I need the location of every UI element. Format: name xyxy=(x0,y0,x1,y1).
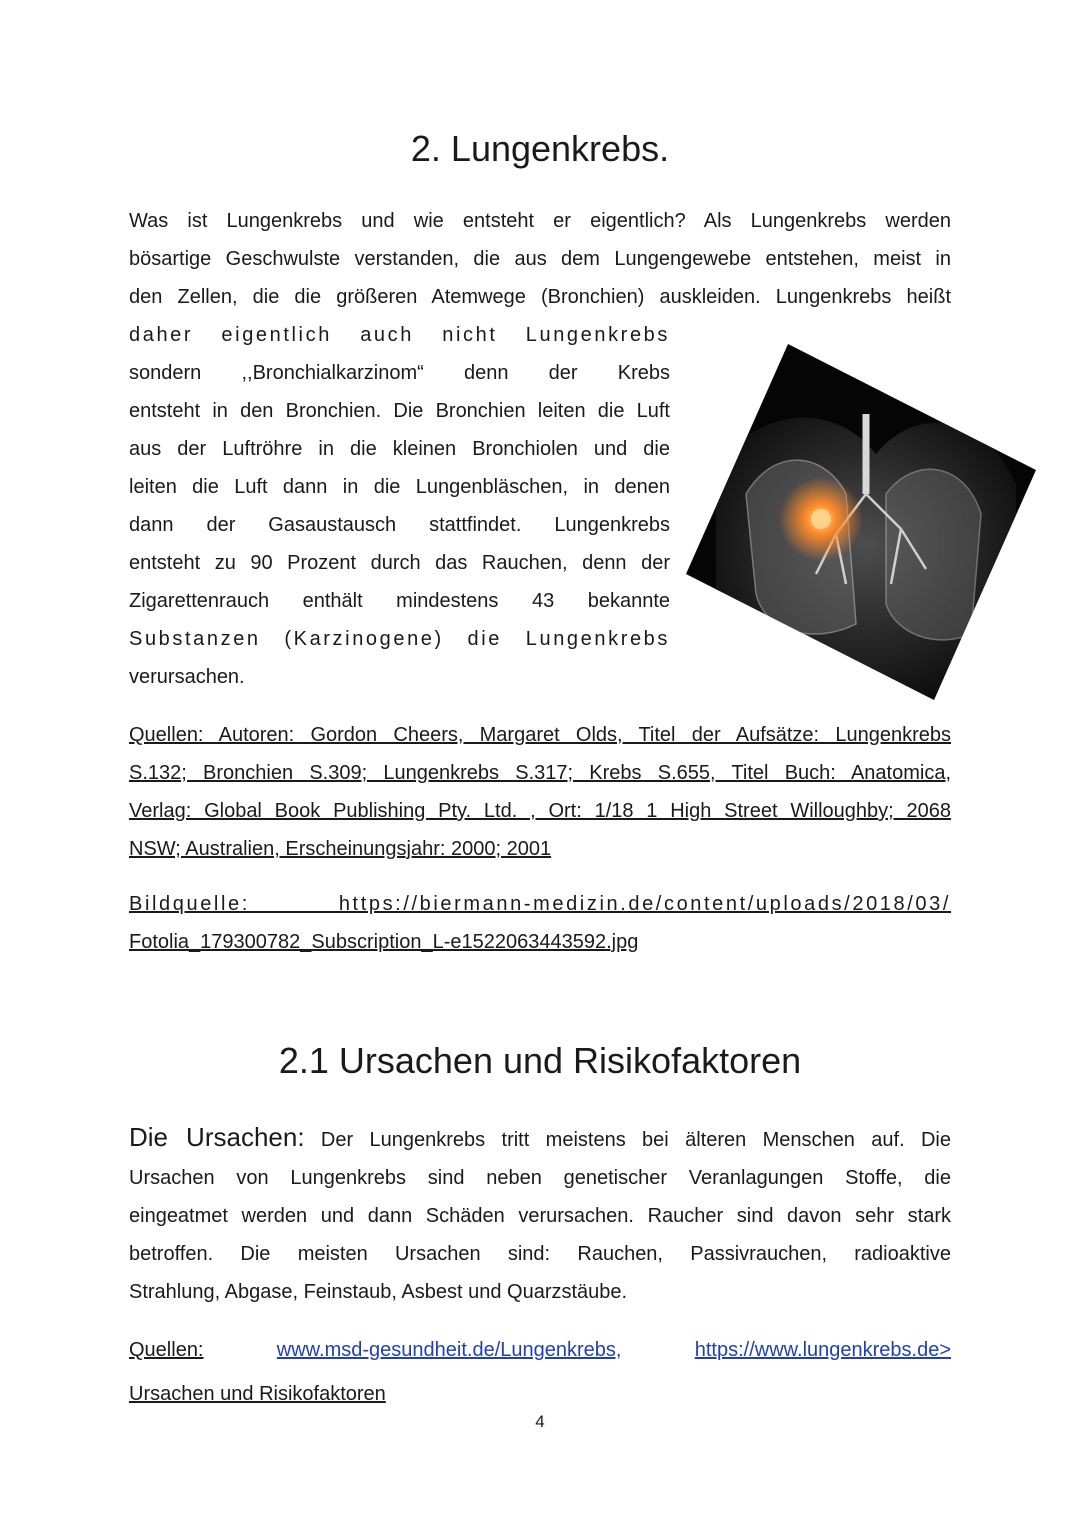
causes-text: Der Lungenkrebs tritt meistens bei älteren Menschen auf. Die xyxy=(320,1129,951,1151)
paragraph-line: entsteht in den Bronchien. Die Bronchien leiten die Luft xyxy=(129,400,670,422)
image-source-filename[interactable]: Fotolia_179300782_Subscription_L-e1522063443592.jpg xyxy=(129,931,639,953)
causes-line: betroffen. Die meisten Ursachen sind: Rauchen, Passivrauchen, radioaktive xyxy=(129,1243,951,1265)
lung-illustration xyxy=(686,344,1036,700)
lungenkrebs-link[interactable]: https://www.lungenkrebs.de> xyxy=(694,1339,952,1361)
msd-link[interactable]: www.msd-gesundheit.de/Lungenkrebs, xyxy=(276,1339,622,1361)
image-source-line[interactable]: Bildquelle: https://biermann-medizin.de/content/uploads/2018/03/ xyxy=(129,893,951,915)
paragraph-line: entsteht zu 90 Prozent durch das Rauchen, denn der xyxy=(129,552,670,574)
bronchial-paragraph xyxy=(129,316,670,696)
causes-line xyxy=(129,1118,951,1159)
causes-line: eingeatmet werden und dann Schäden verursachen. Raucher sind davon sehr stark xyxy=(129,1205,951,1227)
sources2-label: Quellen: xyxy=(129,1339,204,1361)
causes-paragraph xyxy=(129,1118,951,1311)
intro-line: den Zellen, die die größeren Atemwege (Bronchien) auskleiden. Lungenkrebs heißt xyxy=(129,286,951,308)
source-line: S.132; Bronchien S.309; Lungenkrebs S.317; Krebs S.655, Titel Buch: Anatomica, xyxy=(129,762,951,784)
image-source xyxy=(129,885,951,961)
paragraph-line: verursachen. xyxy=(129,666,245,688)
causes-line: Ursachen von Lungenkrebs sind neben genetischer Veranlagungen Stoffe, die xyxy=(129,1167,951,1189)
source-line: Verlag: Global Book Publishing Pty. Ltd. , Ort: 1/18 1 High Street Willoughby; 2068 xyxy=(129,800,951,822)
intro-line: Was ist Lungenkrebs und wie entsteht er eigentlich? Als Lungenkrebs werden xyxy=(129,210,951,232)
source-line: NSW; Australien, Erscheinungsjahr: 2000; 2001 xyxy=(129,838,552,860)
intro-line: bösartige Geschwulste verstanden, die aus dem Lungengewebe entstehen, meist in xyxy=(129,248,951,270)
paragraph-line: Substanzen (Karzinogene) die Lungenkrebs xyxy=(129,628,670,650)
causes-label: Die Ursachen: xyxy=(129,1122,305,1152)
paragraph-line: sondern ,,Bronchialkarzinom“ denn der Krebs xyxy=(129,362,670,384)
heading-lungenkrebs: 2. Lungenkrebs. xyxy=(410,128,670,169)
paragraph-line: dann der Gasaustausch stattfindet. Lungenkrebs xyxy=(129,514,670,536)
paragraph-line: Zigarettenrauch enthält mindestens 43 bekannte xyxy=(129,590,670,612)
heading-ursachen: 2.1 Ursachen und Risikofaktoren xyxy=(278,1040,802,1081)
page-number: 4 xyxy=(535,1412,545,1431)
sources2-paragraph xyxy=(129,1328,951,1416)
paragraph-line: leiten die Luft dann in die Lungenbläschen, in denen xyxy=(129,476,670,498)
sources2-line xyxy=(129,1328,951,1372)
causes-line: Strahlung, Abgase, Feinstaub, Asbest und Quarzstäube. xyxy=(129,1281,628,1303)
sources-paragraph xyxy=(129,716,951,868)
lung-cancer-image xyxy=(686,344,1036,700)
source-line: Quellen: Autoren: Gordon Cheers, Margaret Olds, Titel der Aufsätze: Lungenkrebs xyxy=(129,724,951,746)
intro-paragraph xyxy=(129,202,951,316)
sources2-line-2: Ursachen und Risikofaktoren xyxy=(129,1383,386,1405)
paragraph-line: daher eigentlich auch nicht Lungenkrebs xyxy=(129,324,670,346)
paragraph-line: aus der Luftröhre in die kleinen Bronchiolen und die xyxy=(129,438,670,460)
